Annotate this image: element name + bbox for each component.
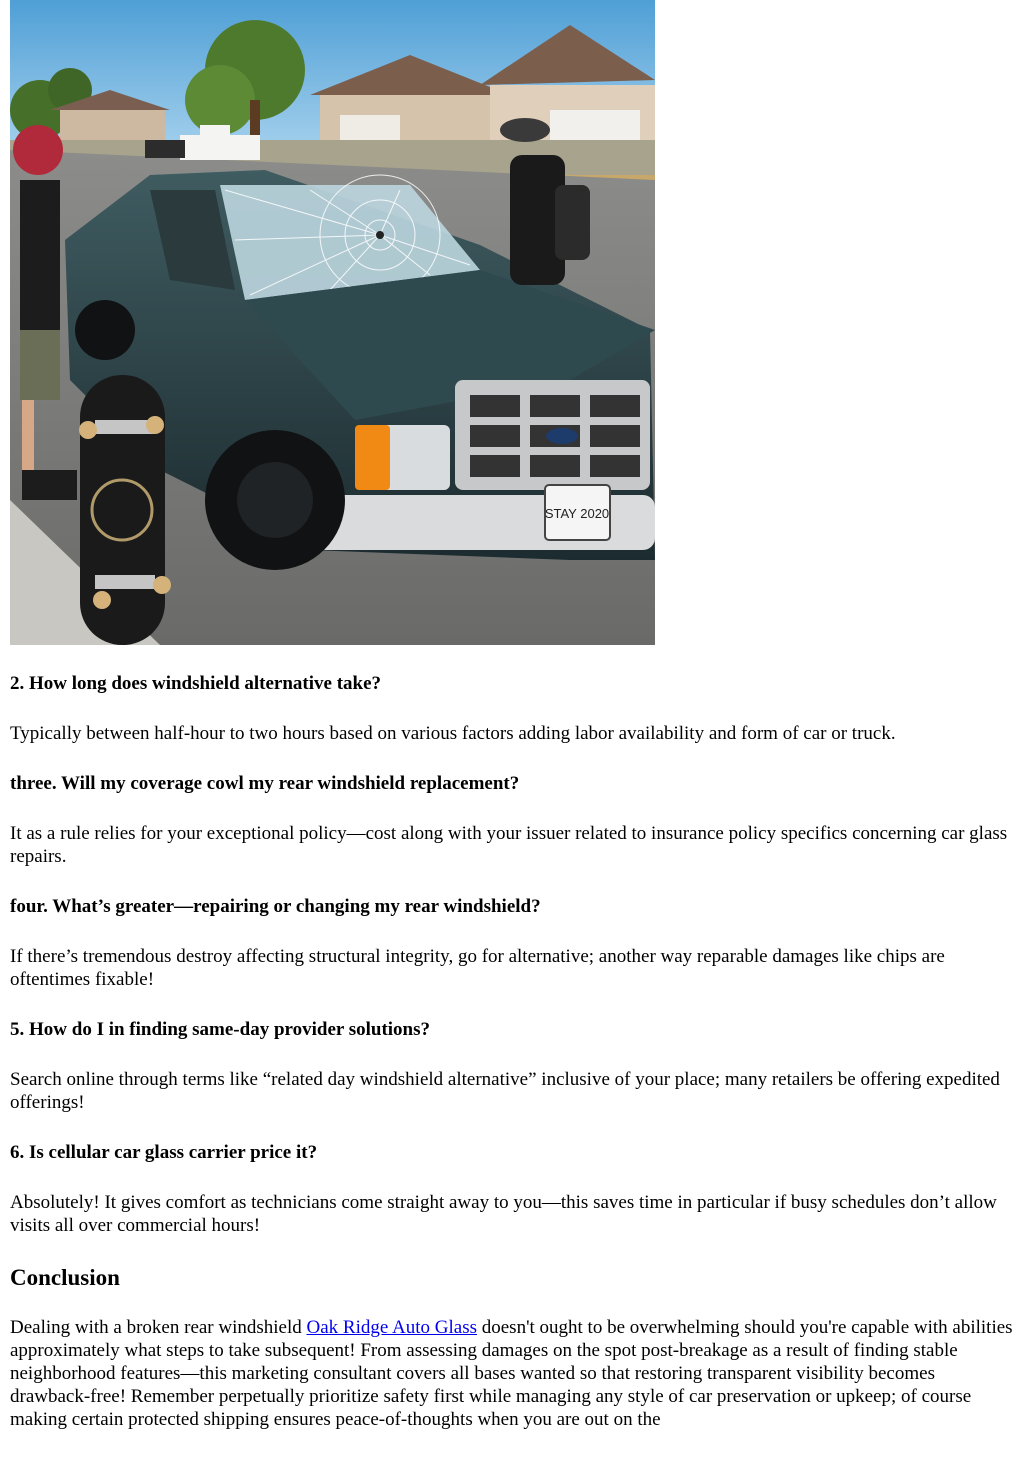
license-plate-text: STAY 2020 <box>544 506 610 521</box>
faq-answer: Absolutely! It gives comfort as technicians come straight away to you—this saves time in particular if busy schedules don’t allow visits all over commercial hours! <box>10 1192 997 1236</box>
conclusion-text-before-link: Dealing with a broken rear windshield <box>10 1317 307 1338</box>
faq-question: four. What’s greater—repairing or changing my rear windshield? <box>10 896 541 917</box>
faq-answer: Typically between half-hour to two hours based on various factors adding labor availability and form of car or truck. <box>10 723 896 744</box>
conclusion-heading: Conclusion <box>10 1265 120 1290</box>
faq-question: three. Will my coverage cowl my rear windshield replacement? <box>10 773 520 794</box>
conclusion-paragraph <box>10 1316 1016 1431</box>
hero-image-broken-windshield-truck <box>10 0 655 645</box>
faq-answer: It as a rule relies for your exceptional policy—cost along with your issuer related to insurance policy specifics concerning car glass repairs. <box>10 823 1008 867</box>
faq-question: 2. How long does windshield alternative take? <box>10 673 382 694</box>
conclusion-text-after-link: doesn't ought to be overwhelming should you're capable with abilities approximately what steps to take subsequent! From assessing damages on the spot post-breakage as a result of finding stable neighborhood features—this marketing consultant covers all bases wanted so that restoring transparent visibility becomes drawback-free! Remember perpetually prioritize safety first while managing any style of car preservation or upkeep; of course making certain protected shipping ensures peace-of-thoughts when you are out on the <box>10 1317 1013 1430</box>
faq-answer: If there’s tremendous destroy affecting structural integrity, go for alternative; another way reparable damages like chips are oftentimes fixable! <box>10 946 945 990</box>
faq-question: 5. How do I in finding same-day provider solutions? <box>10 1019 431 1040</box>
faq-question: 6. Is cellular car glass carrier price it? <box>10 1142 318 1163</box>
article-content <box>10 672 1016 1458</box>
faq-answer: Search online through terms like “related day windshield alternative” inclusive of your place; many retailers be offering expedited offerings! <box>10 1069 1000 1113</box>
oak-ridge-auto-glass-link[interactable]: Oak Ridge Auto Glass <box>306 1317 477 1338</box>
